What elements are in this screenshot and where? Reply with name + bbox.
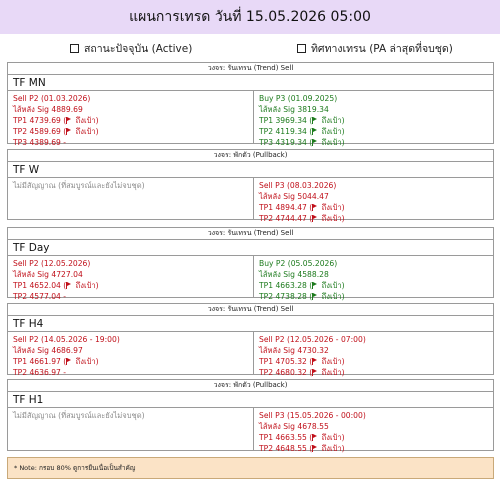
target-reached-text: ถึงเป้า) xyxy=(319,444,345,453)
signal-line xyxy=(259,421,491,432)
active-status-label: สถานะปัจจุบัน (Active) xyxy=(84,43,193,55)
signal-line xyxy=(259,104,491,115)
flag-icon xyxy=(312,117,318,124)
signal-line xyxy=(259,93,491,104)
column-divider xyxy=(253,256,254,297)
flag-icon xyxy=(312,139,318,146)
signal-text: TP2 4738.28 ( xyxy=(259,292,313,301)
timeframe-label: TF H4 xyxy=(13,318,44,330)
trend-signal-cell xyxy=(259,410,491,454)
flag-icon xyxy=(312,204,318,211)
signal-line xyxy=(13,291,249,302)
target-reached-text: ถึงเป้า) xyxy=(319,127,345,136)
signal-text: TP2 4636.97 - xyxy=(13,368,67,377)
target-reached-text: ถึงเป้า) xyxy=(319,203,345,212)
signal-text: TP1 3969.34 ( xyxy=(259,116,313,125)
trend-direction-heading[interactable] xyxy=(297,40,453,57)
signal-text: TP1 4652.04 ( xyxy=(13,281,67,290)
signal-text: TP3 4389.69 - xyxy=(13,138,67,147)
signal-text: ไส้หลัง Sig 5044.47 xyxy=(259,192,329,201)
signal-line xyxy=(259,191,491,202)
target-reached-text: ถึงเป้า) xyxy=(319,281,345,290)
signal-text: Buy P3 (01.09.2025) xyxy=(259,94,338,103)
timeframe-row xyxy=(8,239,493,256)
timeframe-label: TF H1 xyxy=(13,394,44,406)
trend-direction-label: ทิศทางเทรน (PA ล่าสุดที่จบชุด) xyxy=(311,43,453,55)
tf-card-h4 xyxy=(7,303,494,375)
signal-text: TP1 4663.55 ( xyxy=(259,433,313,442)
timeframe-row xyxy=(8,161,493,178)
target-reached-text: ถึงเป้า) xyxy=(73,357,99,366)
flag-icon xyxy=(312,434,318,441)
signal-line xyxy=(259,258,491,269)
column-divider xyxy=(253,91,254,143)
signal-line xyxy=(259,180,491,191)
signal-text: TP1 4705.32 ( xyxy=(259,357,313,366)
signal-text: Sell P2 (01.03.2026) xyxy=(13,94,91,103)
signal-text: TP3 4319.34 ( xyxy=(259,138,313,147)
signal-text: TP1 4663.28 ( xyxy=(259,281,313,290)
timeframe-label: TF W xyxy=(13,164,40,176)
signal-line xyxy=(13,126,249,137)
signal-text: TP2 4648.55 ( xyxy=(259,444,313,453)
signal-text: TP1 4661.97 ( xyxy=(13,357,67,366)
cycle-label: วงจร: รันเทรน (Trend) Sell xyxy=(207,305,294,313)
target-reached-text: ถึงเป้า) xyxy=(73,281,99,290)
signal-line xyxy=(13,367,249,378)
signal-line xyxy=(259,432,491,443)
signal-line xyxy=(259,269,491,280)
signal-line xyxy=(13,410,249,421)
signal-line xyxy=(259,213,491,224)
tf-card-h1 xyxy=(7,379,494,451)
signal-text: TP1 4739.69 ( xyxy=(13,116,67,125)
signal-line xyxy=(259,443,491,454)
column-headings xyxy=(0,40,500,60)
target-reached-text: ถึงเป้า) xyxy=(73,116,99,125)
signal-text: Sell P2 (12.05.2026) xyxy=(13,259,91,268)
timeframe-row xyxy=(8,315,493,332)
signal-text: Sell P3 (08.03.2026) xyxy=(259,181,337,190)
signal-line xyxy=(13,93,249,104)
cycle-label: วงจร: พักตัว (Pullback) xyxy=(213,151,288,159)
signal-line xyxy=(13,115,249,126)
signal-text: TP1 4894.47 ( xyxy=(259,203,313,212)
target-reached-text: ถึงเป้า) xyxy=(73,127,99,136)
signal-line xyxy=(259,126,491,137)
signal-text: TP2 4744.47 ( xyxy=(259,214,313,223)
column-divider xyxy=(253,408,254,450)
target-reached-text: ถึงเป้า) xyxy=(319,357,345,366)
signal-text: Sell P2 (14.05.2026 - 19:00) xyxy=(13,335,120,344)
timeframe-row xyxy=(8,74,493,91)
signal-text: ไส้หลัง Sig 4588.28 xyxy=(259,270,329,279)
tf-card-mn xyxy=(7,62,494,147)
active-status-heading[interactable] xyxy=(70,40,192,57)
signal-line xyxy=(259,334,491,345)
flag-icon xyxy=(66,128,72,135)
timeframe-row xyxy=(8,391,493,408)
signal-text: TP2 4577.04 - xyxy=(13,292,67,301)
signal-line xyxy=(259,202,491,213)
signal-line xyxy=(259,367,491,378)
flag-icon xyxy=(312,215,318,222)
checkbox-icon[interactable] xyxy=(70,44,79,53)
flag-icon xyxy=(312,128,318,135)
footer-note-text: * Note: กรอบ 80% ดูการยืนเนื่อเป็นสำคัญ xyxy=(14,464,136,472)
signal-text: ไส้หลัง Sig 4678.55 xyxy=(259,422,329,431)
signal-line xyxy=(259,356,491,367)
signal-text: ไส้หลัง Sig 3819.34 xyxy=(259,105,329,114)
flag-icon xyxy=(312,369,318,376)
flag-icon xyxy=(66,358,72,365)
signal-line xyxy=(259,345,491,356)
signal-line xyxy=(13,356,249,367)
signal-line xyxy=(13,345,249,356)
checkbox-icon[interactable] xyxy=(297,44,306,53)
signal-text: ไส้หลัง Sig 4727.04 xyxy=(13,270,83,279)
page-header xyxy=(0,0,500,34)
cycle-label: วงจร: รันเทรน (Trend) Sell xyxy=(207,64,294,72)
active-signal-cell xyxy=(13,410,249,421)
signal-line xyxy=(13,104,249,115)
target-reached-text: ถึงเป้า) xyxy=(319,433,345,442)
signal-text: TP2 4119.34 ( xyxy=(259,127,313,136)
page-title: แผนการเทรด วันที่ 15.05.2026 05:00 xyxy=(129,9,371,25)
signal-text: ไม่มีสัญญาณ (ที่สมบูรณ์และยังไม่จบชุด) xyxy=(13,411,145,420)
active-signal-cell xyxy=(13,258,249,302)
tf-card-day xyxy=(7,227,494,301)
timeframe-label: TF Day xyxy=(13,242,50,254)
signal-line xyxy=(259,280,491,291)
trend-signal-cell xyxy=(259,258,491,302)
signal-text: Sell P2 (12.05.2026 - 07:00) xyxy=(259,335,366,344)
target-reached-text: ถึงเป้า) xyxy=(319,368,345,377)
target-reached-text: ถึงเป้า) xyxy=(319,116,345,125)
cycle-label: วงจร: พักตัว (Pullback) xyxy=(213,381,288,389)
signal-line xyxy=(13,258,249,269)
signal-text: Buy P2 (05.05.2026) xyxy=(259,259,338,268)
target-reached-text: ถึงเป้า) xyxy=(319,138,345,147)
flag-icon xyxy=(312,282,318,289)
flag-icon xyxy=(66,282,72,289)
signal-text: ไส้หลัง Sig 4730.32 xyxy=(259,346,329,355)
target-reached-text: ถึงเป้า) xyxy=(319,292,345,301)
signal-line xyxy=(13,137,249,148)
target-reached-text: ถึงเป้า) xyxy=(319,214,345,223)
signal-line xyxy=(13,334,249,345)
signal-line xyxy=(259,115,491,126)
timeframe-label: TF MN xyxy=(13,77,46,89)
signal-text: Sell P3 (15.05.2026 - 00:00) xyxy=(259,411,366,420)
active-signal-cell xyxy=(13,334,249,378)
active-signal-cell xyxy=(13,180,249,191)
signal-line xyxy=(259,137,491,148)
cycle-label: วงจร: รันเทรน (Trend) Sell xyxy=(207,229,294,237)
signal-line xyxy=(13,180,249,191)
flag-icon xyxy=(66,117,72,124)
signal-line xyxy=(259,410,491,421)
signal-line xyxy=(259,291,491,302)
column-divider xyxy=(253,178,254,219)
signal-text: ไม่มีสัญญาณ (ที่สมบูรณ์และยังไม่จบชุด) xyxy=(13,181,145,190)
flag-icon xyxy=(312,293,318,300)
trend-signal-cell xyxy=(259,93,491,148)
signal-text: ไส้หลัง Sig 4889.69 xyxy=(13,105,83,114)
footer-note xyxy=(7,457,494,479)
signal-text: ไส้หลัง Sig 4686.97 xyxy=(13,346,83,355)
signal-line xyxy=(13,280,249,291)
flag-icon xyxy=(312,445,318,452)
signal-text: TP2 4680.32 ( xyxy=(259,368,313,377)
signal-line xyxy=(13,269,249,280)
active-signal-cell xyxy=(13,93,249,148)
tf-card-w xyxy=(7,149,494,223)
signal-text: TP2 4589.69 ( xyxy=(13,127,67,136)
column-divider xyxy=(253,332,254,374)
trend-signal-cell xyxy=(259,334,491,378)
flag-icon xyxy=(312,358,318,365)
trend-signal-cell xyxy=(259,180,491,224)
